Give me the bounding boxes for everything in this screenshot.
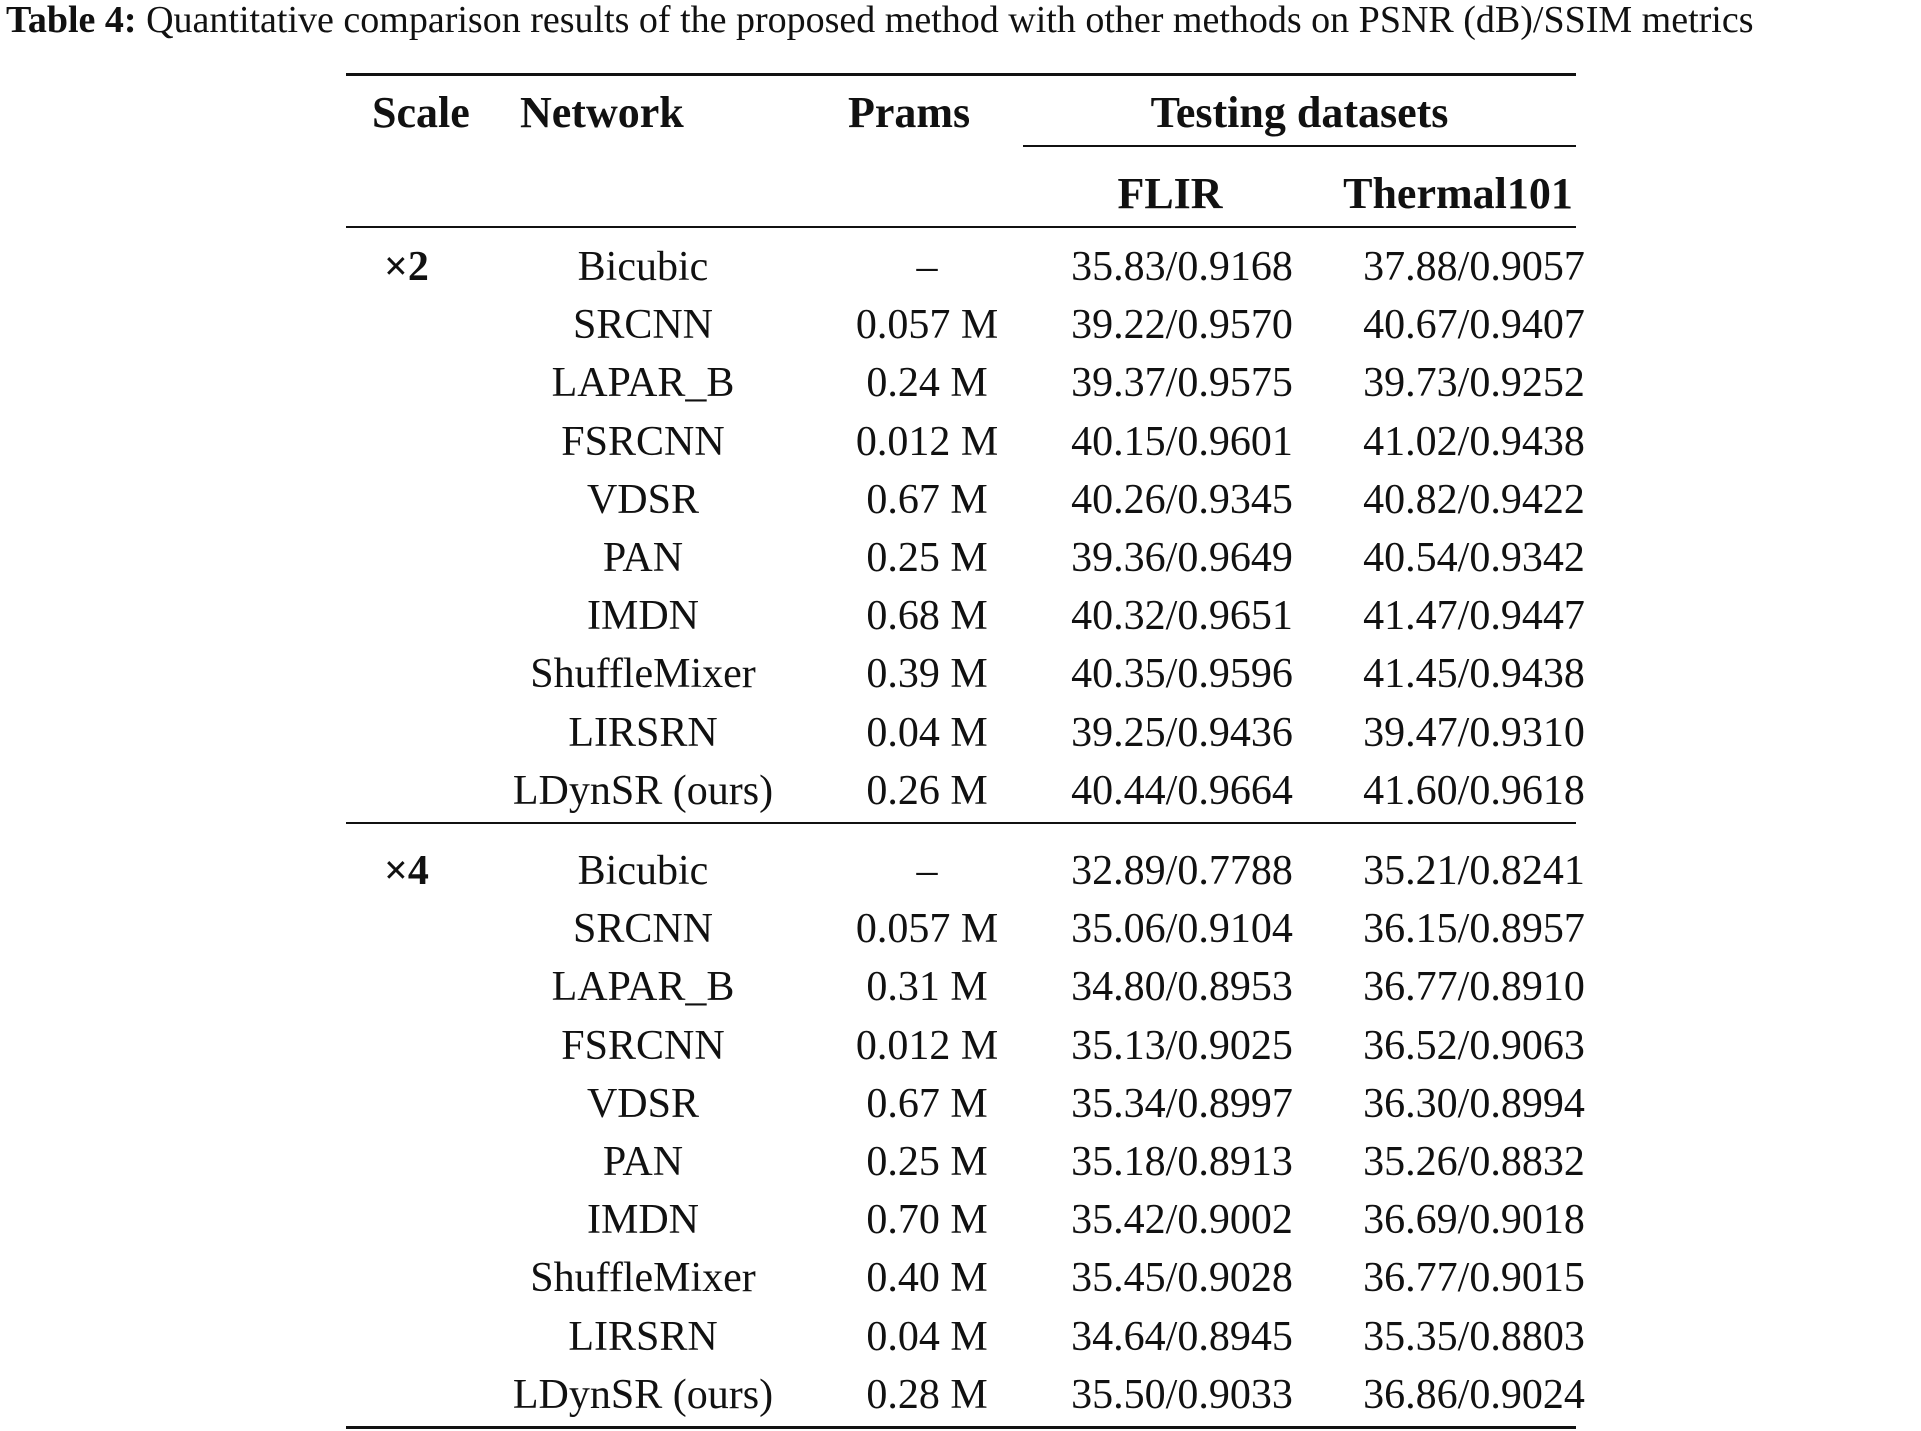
table-row <box>346 1370 1585 1428</box>
network-cell: LAPAR_B <box>551 964 735 1011</box>
params-cell: 0.04 M <box>866 709 988 756</box>
params-cell: 0.24 M <box>866 360 988 407</box>
params-cell: – <box>916 244 938 290</box>
flir-score-cell: 35.18/0.8913 <box>1071 1139 1293 1185</box>
network-cell: SRCNN <box>572 302 714 349</box>
table-row <box>346 1021 1585 1079</box>
flir-score-cell: 34.80/0.8953 <box>1071 964 1293 1011</box>
table-row <box>346 962 1585 1020</box>
flir-score-cell: 39.25/0.9436 <box>1071 709 1293 756</box>
params-cell: 0.28 M <box>866 1371 988 1418</box>
params-cell: 0.04 M <box>866 1313 988 1360</box>
table-caption-label: Table 4: <box>6 0 137 41</box>
flir-score-cell: 39.22/0.9570 <box>1071 302 1293 349</box>
params-cell: 0.25 M <box>866 535 988 581</box>
table-row <box>346 846 1585 904</box>
network-cell: FSRCNN <box>561 1022 725 1069</box>
thermal101-score-cell: 36.86/0.9024 <box>1363 1371 1585 1418</box>
table-row <box>346 1195 1585 1253</box>
table-row <box>346 242 1585 300</box>
header-network: Network <box>520 88 684 137</box>
thermal101-score-cell: 41.60/0.9618 <box>1363 767 1585 814</box>
thermal101-score-cell: 36.77/0.9015 <box>1363 1255 1585 1302</box>
thermal101-score-cell: 40.67/0.9407 <box>1363 302 1585 349</box>
thermal101-score-cell: 36.77/0.8910 <box>1363 964 1585 1011</box>
network-cell: IMDN <box>587 1197 699 1244</box>
thermal101-score-cell: 35.26/0.8832 <box>1363 1139 1585 1185</box>
params-cell: 0.057 M <box>855 302 999 349</box>
flir-score-cell: 40.44/0.9664 <box>1071 767 1293 814</box>
network-cell: ShuffleMixer <box>530 1255 756 1302</box>
thermal101-score-cell: 36.69/0.9018 <box>1363 1197 1585 1244</box>
params-cell: 0.39 M <box>866 651 988 698</box>
header-flir: FLIR <box>1117 169 1223 218</box>
table-caption <box>6 0 1754 40</box>
flir-score-cell: 34.64/0.8945 <box>1071 1313 1293 1360</box>
flir-score-cell: 35.13/0.9025 <box>1071 1022 1293 1069</box>
table-row <box>346 649 1585 707</box>
params-cell: 0.012 M <box>855 418 999 465</box>
thermal101-score-cell: 35.21/0.8241 <box>1363 848 1585 894</box>
network-cell: SRCNN <box>572 906 714 953</box>
params-cell: 0.70 M <box>866 1197 988 1244</box>
table-row <box>346 904 1585 962</box>
thermal101-score-cell: 39.73/0.9252 <box>1363 360 1585 407</box>
network-cell: PAN <box>602 535 684 581</box>
header-params: Prams <box>848 88 971 137</box>
thermal101-score-cell: 36.52/0.9063 <box>1363 1022 1585 1069</box>
table-bottom-rule <box>346 1426 1576 1429</box>
thermal101-score-cell: 35.35/0.8803 <box>1363 1313 1585 1360</box>
params-cell: 0.057 M <box>855 906 999 953</box>
table-row <box>346 533 1585 591</box>
header-thermal101: Thermal101 <box>1343 169 1573 218</box>
table-row <box>346 358 1585 416</box>
table-top-rule <box>346 73 1576 76</box>
network-cell: LDynSR (ours) <box>512 767 774 814</box>
thermal101-score-cell: 37.88/0.9057 <box>1363 244 1585 290</box>
thermal101-score-cell: 36.15/0.8957 <box>1363 906 1585 953</box>
network-cell: ShuffleMixer <box>530 651 756 698</box>
network-cell: VDSR <box>586 476 700 523</box>
table-row <box>346 708 1585 766</box>
flir-score-cell: 35.06/0.9104 <box>1071 906 1293 953</box>
flir-score-cell: 35.83/0.9168 <box>1071 244 1293 290</box>
thermal101-score-cell: 41.47/0.9447 <box>1363 593 1585 640</box>
thermal101-score-cell: 40.82/0.9422 <box>1363 476 1585 523</box>
thermal101-score-cell: 41.02/0.9438 <box>1363 418 1585 465</box>
header-bottom-rule <box>346 226 1576 228</box>
flir-score-cell: 40.26/0.9345 <box>1071 476 1293 523</box>
thermal101-score-cell: 40.54/0.9342 <box>1363 535 1585 581</box>
table-caption-text: Quantitative comparison results of the proposed method with other methods on PSNR (dB)/SSIM metrics <box>146 0 1754 41</box>
params-cell: 0.68 M <box>866 593 988 640</box>
network-cell: Bicubic <box>577 244 709 290</box>
header-scale: Scale <box>372 88 470 137</box>
table-row <box>346 1079 1585 1137</box>
table-row <box>346 766 1585 824</box>
flir-score-cell: 35.34/0.8997 <box>1071 1080 1293 1127</box>
flir-score-cell: 35.50/0.9033 <box>1071 1371 1293 1418</box>
network-cell: LIRSRN <box>568 709 718 756</box>
params-cell: 0.67 M <box>866 1080 988 1127</box>
table-row <box>346 300 1585 358</box>
group-separator-rule <box>346 822 1576 824</box>
header-sub-rule <box>1023 145 1576 147</box>
params-cell: 0.40 M <box>866 1255 988 1302</box>
flir-score-cell: 32.89/0.7788 <box>1071 848 1293 894</box>
table-row <box>346 1137 1585 1195</box>
table-row <box>346 591 1585 649</box>
scale-label: ×4 <box>384 848 429 894</box>
flir-score-cell: 40.35/0.9596 <box>1071 651 1293 698</box>
flir-score-cell: 35.42/0.9002 <box>1071 1197 1293 1244</box>
params-cell: 0.31 M <box>866 964 988 1011</box>
network-cell: LDynSR (ours) <box>512 1371 774 1418</box>
flir-score-cell: 39.36/0.9649 <box>1071 535 1293 581</box>
scale-label: ×2 <box>384 244 429 290</box>
params-cell: 0.67 M <box>866 476 988 523</box>
thermal101-score-cell: 36.30/0.8994 <box>1363 1080 1585 1127</box>
params-cell: 0.25 M <box>866 1139 988 1185</box>
header-testing-datasets: Testing datasets <box>1150 88 1449 137</box>
params-cell: 0.012 M <box>855 1022 999 1069</box>
table-row <box>346 1312 1585 1370</box>
table-row <box>346 1253 1585 1311</box>
network-cell: FSRCNN <box>561 418 725 465</box>
table-row <box>346 475 1585 533</box>
thermal101-score-cell: 41.45/0.9438 <box>1363 651 1585 698</box>
flir-score-cell: 40.32/0.9651 <box>1071 593 1293 640</box>
params-cell: 0.26 M <box>866 767 988 814</box>
network-cell: LIRSRN <box>568 1313 718 1360</box>
params-cell: – <box>916 848 938 894</box>
flir-score-cell: 35.45/0.9028 <box>1071 1255 1293 1302</box>
network-cell: VDSR <box>586 1080 700 1127</box>
flir-score-cell: 40.15/0.9601 <box>1071 418 1293 465</box>
table-row <box>346 417 1585 475</box>
network-cell: PAN <box>602 1139 684 1185</box>
flir-score-cell: 39.37/0.9575 <box>1071 360 1293 407</box>
network-cell: Bicubic <box>577 848 709 894</box>
network-cell: LAPAR_B <box>551 360 735 407</box>
thermal101-score-cell: 39.47/0.9310 <box>1363 709 1585 756</box>
network-cell: IMDN <box>587 593 699 640</box>
